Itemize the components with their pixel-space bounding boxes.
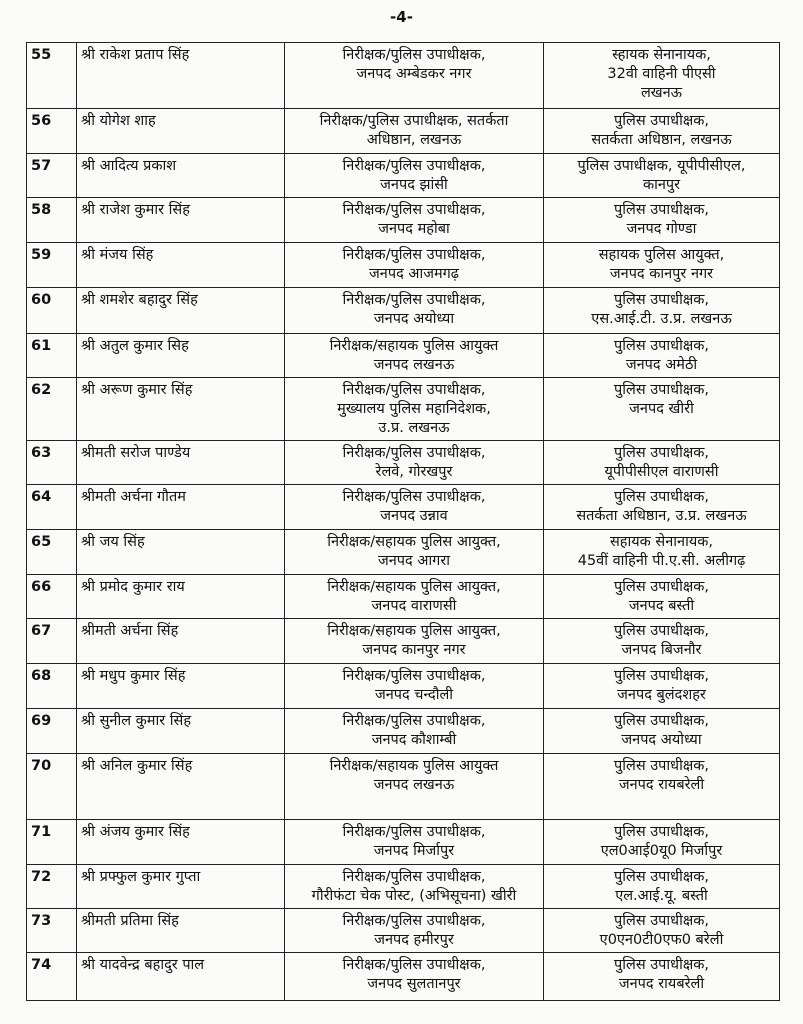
officer-name-cell: श्रीमती अर्चना गौतम <box>77 485 285 530</box>
new-posting-cell <box>544 664 780 709</box>
new-posting-cell <box>544 198 780 243</box>
new-posting-cell <box>544 820 780 865</box>
new-posting-line: जनपद गोण्डा <box>626 221 697 237</box>
current-posting-line: जनपद अम्बेडकर नगर <box>356 66 472 82</box>
new-posting-cell <box>544 619 780 664</box>
table-row <box>27 909 780 953</box>
current-posting-line: जनपद आगरा <box>377 553 451 569</box>
serial-number-cell: 71 <box>27 820 77 865</box>
current-posting-cell <box>285 243 544 288</box>
current-posting-line: निरीक्षक/पुलिस उपाधीक्षक, <box>342 158 486 174</box>
officer-name-cell: श्री अंजय कुमार सिंह <box>77 820 285 865</box>
serial-number-cell: 62 <box>27 378 77 441</box>
new-posting-line: कानपुर <box>642 177 681 193</box>
current-posting-cell <box>285 754 544 820</box>
new-posting-line: पुलिस उपाधीक्षक, <box>614 445 709 461</box>
officer-name-cell: श्री अतुल कुमार सिह <box>77 334 285 378</box>
current-posting-line: जनपद अयोध्या <box>373 311 455 327</box>
new-posting-line: एल.आई.यू. बस्ती <box>615 888 708 904</box>
new-posting-cell <box>544 754 780 820</box>
new-posting-line: पुलिस उपाधीक्षक, <box>614 913 709 929</box>
current-posting-line: निरीक्षक/पुलिस उपाधीक्षक, <box>342 713 486 729</box>
new-posting-cell <box>544 530 780 575</box>
serial-number-cell: 70 <box>27 754 77 820</box>
current-posting-line: निरीक्षक/पुलिस उपाधीक्षक, <box>342 489 486 505</box>
new-posting-line: जनपद बस्ती <box>628 598 695 614</box>
new-posting-line: पुलिस उपाधीक्षक, <box>614 338 709 354</box>
officer-name-cell: श्री आदित्य प्रकाश <box>77 154 285 198</box>
current-posting-cell <box>285 865 544 909</box>
current-posting-line: निरीक्षक/पुलिस उपाधीक्षक, <box>342 47 486 63</box>
current-posting-line: जनपद हमीरपुर <box>374 932 454 948</box>
table-row <box>27 754 780 820</box>
current-posting-line: उ.प्र. लखनऊ <box>378 420 450 436</box>
table-row <box>27 865 780 909</box>
new-posting-cell <box>544 334 780 378</box>
officer-name-cell: श्री सुनील कुमार सिंह <box>77 709 285 754</box>
table-row <box>27 43 780 109</box>
table-row <box>27 334 780 378</box>
serial-number-cell: 67 <box>27 619 77 664</box>
new-posting-cell <box>544 154 780 198</box>
new-posting-line: पुलिस उपाधीक्षक, <box>614 113 709 129</box>
officer-name-cell: श्री राकेश प्रताप सिंह <box>77 43 285 109</box>
current-posting-cell <box>285 288 544 334</box>
new-posting-line: ए0एन0टी0एफ0 बरेली <box>599 932 724 948</box>
serial-number-cell: 73 <box>27 909 77 953</box>
serial-number-cell: 61 <box>27 334 77 378</box>
current-posting-cell <box>285 154 544 198</box>
current-posting-cell <box>285 909 544 953</box>
current-posting-line: जनपद सुलतानपुर <box>367 976 461 992</box>
new-posting-line: सहायक सेनानायक, <box>610 534 713 550</box>
current-posting-cell <box>285 530 544 575</box>
serial-number-cell: 68 <box>27 664 77 709</box>
officer-name-cell: श्री अरूण कुमार सिंह <box>77 378 285 441</box>
current-posting-line: मुख्यालय पुलिस महानिदेशक, <box>337 401 491 417</box>
current-posting-line: निरीक्षक/पुलिस उपाधीक्षक, <box>342 247 486 263</box>
new-posting-line: 45वीं वाहिनी पी.ए.सी. अलीगढ़ <box>577 553 746 569</box>
transfer-table <box>26 42 780 1001</box>
current-posting-cell <box>285 664 544 709</box>
current-posting-line: निरीक्षक/पुलिस उपाधीक्षक, <box>342 445 486 461</box>
new-posting-cell <box>544 109 780 154</box>
new-posting-line: जनपद खीरी <box>629 401 694 417</box>
new-posting-line: स्हायक सेनानायक, <box>612 47 711 63</box>
serial-number-cell: 66 <box>27 575 77 619</box>
current-posting-line: निरीक्षक/पुलिस उपाधीक्षक, <box>342 957 486 973</box>
current-posting-line: निरीक्षक/पुलिस उपाधीक्षक, <box>342 292 486 308</box>
table-row <box>27 664 780 709</box>
officer-name-cell: श्री प्रफ्फुल कुमार गुप्ता <box>77 865 285 909</box>
new-posting-line: पुलिस उपाधीक्षक, <box>614 623 709 639</box>
current-posting-line: निरीक्षक/सहायक पुलिस आयुक्त <box>329 338 499 354</box>
new-posting-line: पुलिस उपाधीक्षक, <box>614 668 709 684</box>
new-posting-line: यूपीपीसीएल वाराणसी <box>604 464 719 480</box>
new-posting-line: जनपद रायबरेली <box>618 976 705 992</box>
current-posting-line: निरीक्षक/सहायक पुलिस आयुक्त <box>329 758 499 774</box>
officer-name-cell: श्री मंजय सिंह <box>77 243 285 288</box>
new-posting-cell <box>544 575 780 619</box>
current-posting-cell <box>285 709 544 754</box>
current-posting-line: निरीक्षक/पुलिस उपाधीक्षक, <box>342 382 486 398</box>
new-posting-line: जनपद कानपुर नगर <box>609 266 714 282</box>
serial-number-cell: 55 <box>27 43 77 109</box>
new-posting-cell <box>544 378 780 441</box>
table-row <box>27 288 780 334</box>
new-posting-cell <box>544 43 780 109</box>
current-posting-cell <box>285 619 544 664</box>
table-row <box>27 441 780 485</box>
table-row <box>27 109 780 154</box>
serial-number-cell: 56 <box>27 109 77 154</box>
serial-number-cell: 72 <box>27 865 77 909</box>
new-posting-cell <box>544 243 780 288</box>
new-posting-line: जनपद अयोध्या <box>621 732 702 748</box>
new-posting-line: जनपद बुलंदशहर <box>617 687 706 703</box>
new-posting-line: जनपद रायबरेली <box>618 777 705 793</box>
new-posting-line: जनपद बिजनौर <box>621 642 702 658</box>
new-posting-line: 32वी वाहिनी पीएसी <box>607 66 716 82</box>
new-posting-cell <box>544 953 780 1001</box>
new-posting-cell <box>544 909 780 953</box>
current-posting-line: जनपद लखनऊ <box>373 357 455 373</box>
current-posting-line: निरीक्षक/सहायक पुलिस आयुक्त, <box>327 579 501 595</box>
current-posting-cell <box>285 378 544 441</box>
officer-name-cell: श्री अनिल कुमार सिंह <box>77 754 285 820</box>
current-posting-line: निरीक्षक/पुलिस उपाधीक्षक, <box>342 869 486 885</box>
new-posting-line: एस.आई.टी. उ.प्र. लखनऊ <box>591 311 732 327</box>
new-posting-line: जनपद अमेठी <box>625 357 698 373</box>
current-posting-cell <box>285 109 544 154</box>
table-row <box>27 820 780 865</box>
current-posting-cell <box>285 820 544 865</box>
serial-number-cell: 74 <box>27 953 77 1001</box>
officer-name-cell: श्री शमशेर बहादुर सिंह <box>77 288 285 334</box>
new-posting-line: पुलिस उपाधीक्षक, <box>614 824 709 840</box>
current-posting-cell <box>285 43 544 109</box>
new-posting-line: पुलिस उपाधीक्षक, <box>614 382 709 398</box>
current-posting-line: जनपद कानपुर नगर <box>362 642 466 658</box>
table-row <box>27 485 780 530</box>
new-posting-cell <box>544 485 780 530</box>
officer-name-cell: श्री योगेश शाह <box>77 109 285 154</box>
table-row <box>27 619 780 664</box>
serial-number-cell: 59 <box>27 243 77 288</box>
current-posting-line: निरीक्षक/पुलिस उपाधीक्षक, सतर्कता <box>319 113 509 129</box>
current-posting-cell <box>285 575 544 619</box>
serial-number-cell: 60 <box>27 288 77 334</box>
new-posting-line: पुलिस उपाधीक्षक, यूपीपीसीएल, <box>577 158 746 174</box>
current-posting-line: निरीक्षक/पुलिस उपाधीक्षक, <box>342 824 486 840</box>
current-posting-line: गौरीफंटा चेक पोस्ट, (अभिसूचना) खीरी <box>311 888 517 904</box>
current-posting-cell <box>285 485 544 530</box>
current-posting-cell <box>285 198 544 243</box>
new-posting-line: पुलिस उपाधीक्षक, <box>614 489 709 505</box>
current-posting-line: जनपद वाराणसी <box>371 598 457 614</box>
current-posting-line: जनपद झांसी <box>380 177 448 193</box>
current-posting-line: निरीक्षक/पुलिस उपाधीक्षक, <box>342 913 486 929</box>
new-posting-cell <box>544 709 780 754</box>
new-posting-line: सतर्कता अधिष्ठान, उ.प्र. लखनऊ <box>576 508 747 524</box>
current-posting-line: जनपद कौशाम्बी <box>371 732 457 748</box>
new-posting-line: पुलिस उपाधीक्षक, <box>614 579 709 595</box>
officer-name-cell: श्री राजेश कुमार सिंह <box>77 198 285 243</box>
new-posting-line: लखनऊ <box>640 85 683 101</box>
serial-number-cell: 63 <box>27 441 77 485</box>
officer-name-cell: श्री यादवेन्द्र बहादुर पाल <box>77 953 285 1001</box>
new-posting-cell <box>544 288 780 334</box>
new-posting-line: पुलिस उपाधीक्षक, <box>614 202 709 218</box>
new-posting-line: पुलिस उपाधीक्षक, <box>614 713 709 729</box>
new-posting-line: पुलिस उपाधीक्षक, <box>614 292 709 308</box>
table-row <box>27 378 780 441</box>
current-posting-line: अधिष्ठान, लखनऊ <box>366 132 462 148</box>
page-number: -4- <box>390 8 413 26</box>
table-row <box>27 198 780 243</box>
serial-number-cell: 69 <box>27 709 77 754</box>
current-posting-line: जनपद उन्नाव <box>380 508 448 524</box>
new-posting-line: सहायक पुलिस आयुक्त, <box>598 247 725 263</box>
current-posting-line: रेलवे, गोरखपुर <box>375 464 453 480</box>
officer-name-cell: श्री जय सिंह <box>77 530 285 575</box>
table-row <box>27 243 780 288</box>
current-posting-line: निरीक्षक/सहायक पुलिस आयुक्त, <box>327 534 501 550</box>
new-posting-cell <box>544 441 780 485</box>
current-posting-cell <box>285 334 544 378</box>
current-posting-line: जनपद महोबा <box>378 221 450 237</box>
current-posting-line: निरीक्षक/सहायक पुलिस आयुक्त, <box>327 623 501 639</box>
current-posting-line: जनपद आजमगढ़ <box>369 266 459 282</box>
current-posting-line: निरीक्षक/पुलिस उपाधीक्षक, <box>342 668 486 684</box>
current-posting-cell <box>285 953 544 1001</box>
table-row <box>27 709 780 754</box>
new-posting-line: पुलिस उपाधीक्षक, <box>614 957 709 973</box>
officer-name-cell: श्रीमती अर्चना सिंह <box>77 619 285 664</box>
new-posting-cell <box>544 865 780 909</box>
current-posting-line: निरीक्षक/पुलिस उपाधीक्षक, <box>342 202 486 218</box>
current-posting-line: जनपद चन्दौली <box>374 687 454 703</box>
officer-name-cell: श्रीमती सरोज पाण्डेय <box>77 441 285 485</box>
officer-name-cell: श्रीमती प्रतिमा सिंह <box>77 909 285 953</box>
serial-number-cell: 58 <box>27 198 77 243</box>
serial-number-cell: 65 <box>27 530 77 575</box>
table-body <box>27 43 780 1001</box>
new-posting-line: सतर्कता अधिष्ठान, लखनऊ <box>591 132 732 148</box>
table-row <box>27 530 780 575</box>
table-row <box>27 154 780 198</box>
current-posting-cell <box>285 441 544 485</box>
table-row <box>27 953 780 1001</box>
new-posting-line: एल0आई0यू0 मिर्जापुर <box>600 843 723 859</box>
new-posting-line: पुलिस उपाधीक्षक, <box>614 869 709 885</box>
table-row <box>27 575 780 619</box>
current-posting-line: जनपद लखनऊ <box>373 777 455 793</box>
officer-name-cell: श्री प्रमोद कुमार राय <box>77 575 285 619</box>
officer-name-cell: श्री मधुप कुमार सिंह <box>77 664 285 709</box>
serial-number-cell: 64 <box>27 485 77 530</box>
serial-number-cell: 57 <box>27 154 77 198</box>
current-posting-line: जनपद मिर्जापुर <box>373 843 455 859</box>
new-posting-line: पुलिस उपाधीक्षक, <box>614 758 709 774</box>
